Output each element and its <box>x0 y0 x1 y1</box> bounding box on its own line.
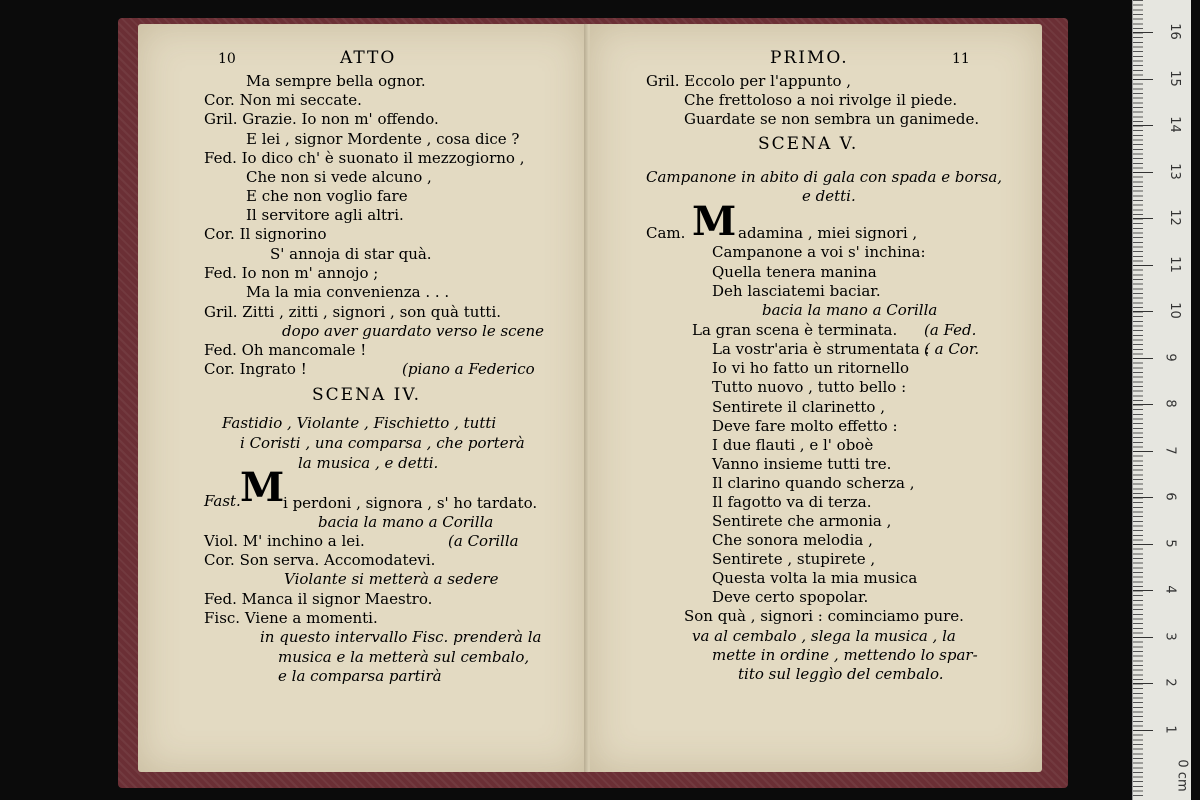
running-header: PRIMO. <box>770 48 849 68</box>
text-line: Questa volta la mia musica <box>712 569 918 587</box>
text-line: i perdoni , signora , s' ho tardato. <box>283 494 538 512</box>
text-line: Che non si vede alcuno , <box>246 168 432 186</box>
ruler-tick <box>1133 404 1153 405</box>
text-line: Ma sempre bella ognor. <box>246 72 426 90</box>
ruler-number: 2 <box>1162 678 1178 687</box>
ruler-tick <box>1133 265 1153 266</box>
text-line: Che frettoloso a noi rivolge il piede. <box>684 91 958 109</box>
text-line: E che non voglio fare <box>246 187 408 205</box>
text-line: Gril. Grazie. Io non m' offendo. <box>204 110 439 128</box>
ruler-tick <box>1133 358 1153 359</box>
text-line: Il fagotto va di terza. <box>712 493 872 511</box>
text-line: Deve certo spopolar. <box>712 588 869 606</box>
ruler-tick <box>1133 730 1153 731</box>
text-line: Campanone a voi s' inchina: <box>712 243 926 261</box>
stage-direction: mette in ordine , mettendo lo spar- <box>712 646 978 664</box>
ruler-number: 8 <box>1162 399 1178 408</box>
text-line: Deve fare molto effetto : <box>712 417 898 435</box>
text-line: Tutto nuovo , tutto bello : <box>712 378 907 396</box>
measuring-ruler <box>1132 0 1191 800</box>
text-line: La vostr'aria è strumentata : <box>712 340 930 358</box>
ruler-number: 12 <box>1166 209 1182 226</box>
stage-direction: dopo aver guardato verso le scene <box>282 322 544 340</box>
stage-direction: la musica , e detti. <box>298 454 439 472</box>
ruler-number: 1 <box>1162 724 1178 734</box>
ruler-unit-label: 0 cm <box>1174 759 1190 792</box>
stage-direction: bacia la mano a Corilla <box>318 513 494 531</box>
stage-direction: (a Fed. <box>924 321 977 339</box>
ruler-number: 5 <box>1162 538 1178 548</box>
text-line: Quella tenera manina <box>712 263 877 281</box>
ruler-number: 4 <box>1162 585 1178 594</box>
ruler-number: 16 <box>1166 23 1182 40</box>
scene-heading: SCENA V. <box>758 134 859 154</box>
text-line: E lei , signor Mordente , cosa dice ? <box>246 130 520 148</box>
drop-capital: M <box>240 464 285 511</box>
ruler-number: 3 <box>1162 631 1178 641</box>
text-line: Ma la mia convenienza . . . <box>246 283 450 301</box>
stage-direction: e detti. <box>802 187 856 205</box>
stage-direction: bacia la mano a Corilla <box>762 301 938 319</box>
text-line: adamina , miei signori , <box>738 224 918 242</box>
ruler-tick <box>1133 172 1153 173</box>
text-line: Cor. Ingrato ! <box>204 360 307 378</box>
stage-direction: e la comparsa partirà <box>278 667 442 685</box>
ruler-number: 6 <box>1162 492 1178 501</box>
ruler-tick <box>1133 218 1153 219</box>
stage-direction: Fastidio , Violante , Fischietto , tutti <box>222 414 497 432</box>
page-number: 10 <box>218 51 236 67</box>
stage-direction: Campanone in abito di gala con spada e borsa, <box>646 168 1003 186</box>
text-line: Che sonora melodia , <box>712 531 873 549</box>
ruler-tick <box>1133 637 1153 638</box>
drop-capital: M <box>692 198 737 245</box>
text-line: Vanno insieme tutti tre. <box>712 455 892 473</box>
text-line: Viol. M' inchino a lei. <box>204 532 365 550</box>
ruler-tick <box>1133 125 1153 126</box>
stage-direction: (piano a Federico <box>402 360 535 378</box>
text-line: Cor. Son serva. Accomodatevi. <box>204 551 436 569</box>
text-line: Fed. Manca il signor Maestro. <box>204 590 433 608</box>
text-line: Gril. Zitti , zitti , signori , son quà tutti. <box>204 303 502 321</box>
ruler-tick <box>1133 79 1153 80</box>
text-line: Il clarino quando scherza , <box>712 474 915 492</box>
ruler-tick <box>1133 497 1153 498</box>
running-header: ATTO <box>340 48 397 68</box>
stage-direction: ( a Cor. <box>924 340 980 358</box>
ruler-tick <box>1133 311 1153 312</box>
text-line: Fisc. Viene a momenti. <box>204 609 378 627</box>
ruler-number: 13 <box>1166 162 1182 180</box>
text-line: Fed. Io non m' annojo ; <box>204 264 379 282</box>
stage-direction: Violante si metterà a sedere <box>284 570 499 588</box>
text-line: Fed. Oh mancomale ! <box>204 341 367 359</box>
stage-direction: musica e la metterà sul cembalo, <box>278 648 530 666</box>
stage-direction: tito sul leggìo del cembalo. <box>738 665 944 683</box>
text-line: Sentirete , stupirete , <box>712 550 876 568</box>
ruler-number: 15 <box>1166 69 1182 87</box>
stage-direction: in questo intervallo Fisc. prenderà la <box>260 628 542 646</box>
text-line: Il servitore agli altri. <box>246 206 404 224</box>
speaker-label: Cam. <box>646 224 686 242</box>
ruler-tick <box>1133 590 1153 591</box>
text-line: Deh lasciatemi baciar. <box>712 282 881 300</box>
text-line: Sentirete che armonia , <box>712 512 892 530</box>
stage-direction: va al cembalo , slega la musica , la <box>692 627 956 645</box>
page-number: 11 <box>952 51 970 67</box>
ruler-number: 10 <box>1166 302 1182 319</box>
text-line: Io vi ho fatto un ritornello <box>712 359 910 377</box>
text-line: Sentirete il clarinetto , <box>712 398 885 416</box>
ruler-tick <box>1133 451 1153 452</box>
ruler-tick <box>1133 544 1153 545</box>
text-line: I due flauti , e l' oboè <box>712 436 874 454</box>
text-line: Cor. Non mi seccate. <box>204 91 362 109</box>
text-line: S' annoja di star quà. <box>270 245 432 263</box>
text-line: Gril. Eccolo per l'appunto , <box>646 72 852 90</box>
ruler-number: 9 <box>1162 352 1178 362</box>
ruler-tick <box>1133 683 1153 684</box>
ruler-number: 14 <box>1166 116 1182 133</box>
ruler-tick <box>1133 32 1153 33</box>
text-line: La gran scena è terminata. <box>692 321 898 339</box>
stage-direction: i Coristi , una comparsa , che porterà <box>240 434 525 452</box>
text-line: Fed. Io dico ch' è suonato il mezzogiorno , <box>204 149 525 167</box>
text-line: Son quà , signori : cominciamo pure. <box>684 607 964 625</box>
text-line: Cor. Il signorino <box>204 225 327 243</box>
stage-direction: (a Corilla <box>448 532 519 550</box>
ruler-number: 11 <box>1166 255 1182 273</box>
ruler-number: 7 <box>1162 445 1178 455</box>
text-line: Guardate se non sembra un ganimede. <box>684 110 980 128</box>
speaker-label: Fast. <box>204 492 241 510</box>
scene-heading: SCENA IV. <box>312 385 422 405</box>
